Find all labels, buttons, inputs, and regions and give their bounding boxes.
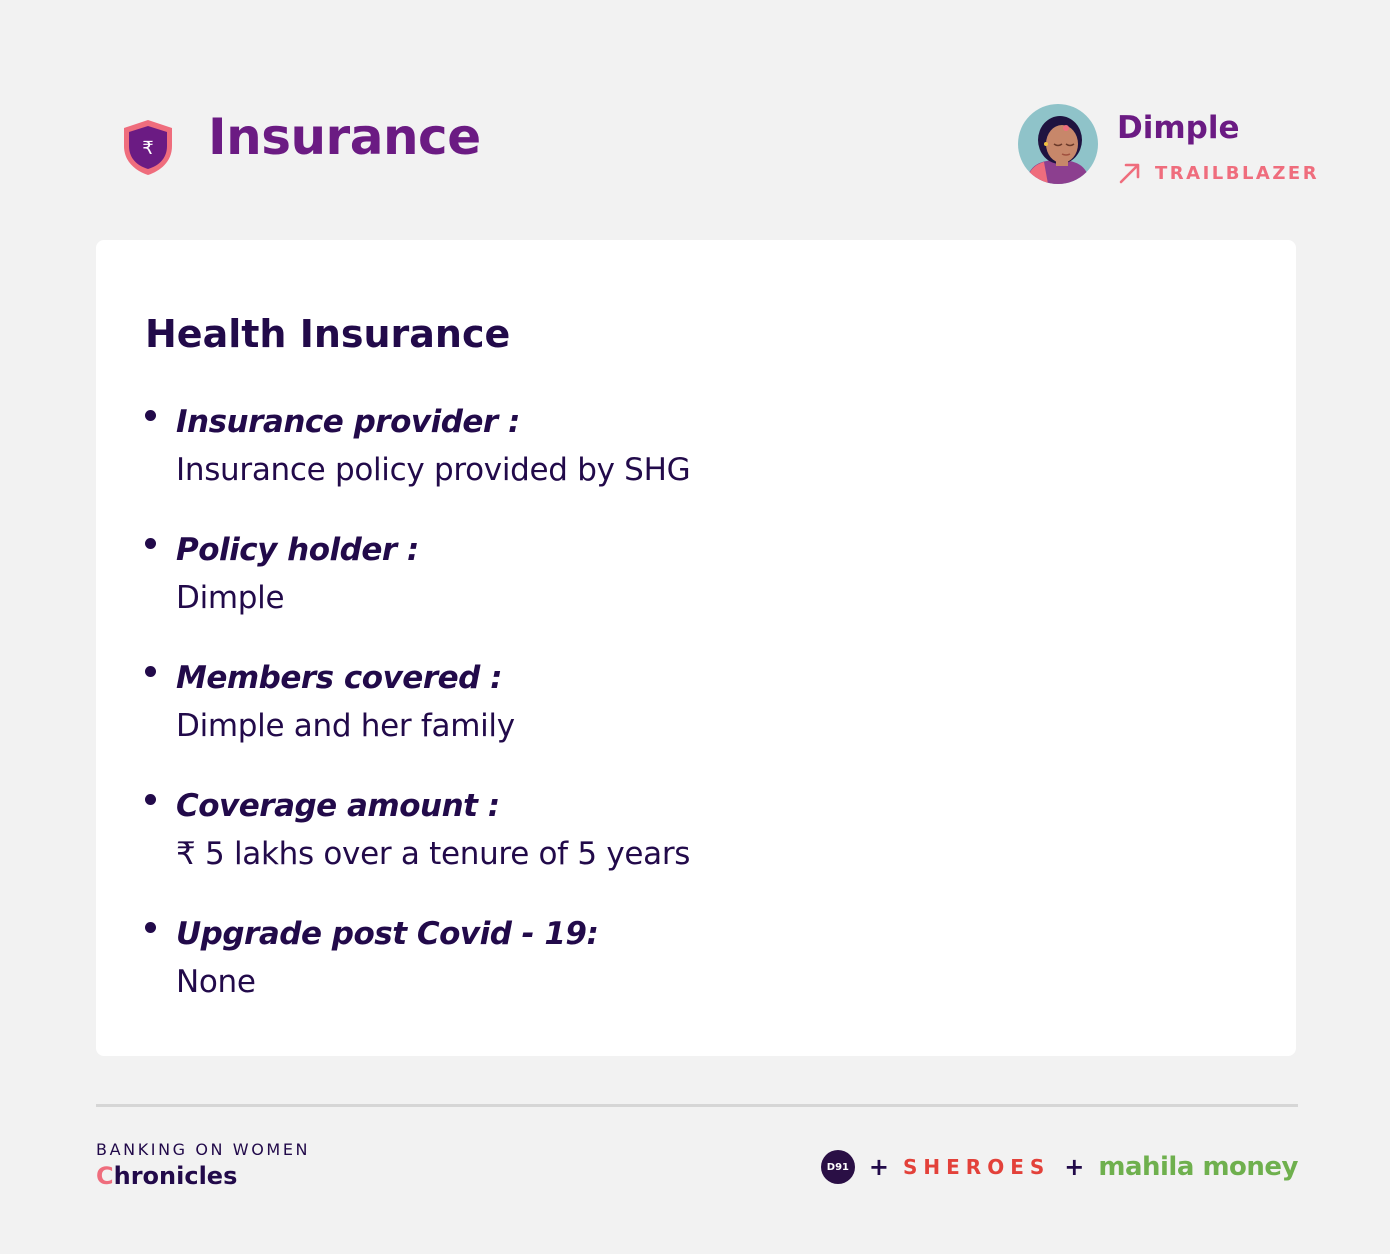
avatar bbox=[1018, 104, 1098, 184]
status-badge bbox=[1117, 160, 1319, 186]
list-item bbox=[145, 782, 690, 878]
plus-separator: + bbox=[1064, 1153, 1085, 1181]
d91-logo bbox=[821, 1150, 855, 1184]
list-item bbox=[145, 654, 690, 750]
bullet-icon bbox=[145, 794, 156, 805]
item-value: Insurance policy provided by SHG bbox=[176, 452, 691, 488]
sheroes-logo: SHEROES bbox=[902, 1155, 1051, 1179]
list-item bbox=[145, 526, 690, 622]
plus-separator: + bbox=[868, 1153, 889, 1181]
item-label: Policy holder : bbox=[176, 532, 419, 568]
item-value: Dimple bbox=[176, 580, 285, 616]
item-label: Members covered : bbox=[176, 660, 503, 696]
bullet-icon bbox=[145, 922, 156, 933]
item-value: ₹ 5 lakhs over a tenure of 5 years bbox=[176, 836, 691, 872]
badge-label: TRAILBLAZER bbox=[1155, 162, 1320, 184]
card-title: Health Insurance bbox=[145, 312, 511, 356]
partner-logos bbox=[821, 1150, 1298, 1184]
item-label: Coverage amount : bbox=[176, 788, 500, 824]
bullet-icon bbox=[145, 538, 156, 549]
brand-name-rest: hronicles bbox=[113, 1162, 238, 1190]
page-title: Insurance bbox=[208, 108, 481, 166]
arrow-up-right-icon bbox=[1117, 160, 1143, 186]
item-label: Insurance provider : bbox=[176, 404, 520, 440]
brand-name bbox=[96, 1162, 237, 1190]
item-value: Dimple and her family bbox=[176, 708, 515, 744]
mahila-money-logo: mahila money bbox=[1098, 1152, 1298, 1182]
list-item bbox=[145, 398, 690, 494]
brand-tagline: BANKING ON WOMEN bbox=[96, 1140, 311, 1159]
d91-logo-text: D91 bbox=[826, 1161, 849, 1173]
bullet-icon bbox=[145, 666, 156, 677]
item-value: None bbox=[176, 964, 256, 1000]
rupee-symbol: ₹ bbox=[142, 138, 154, 159]
shield-rupee-icon bbox=[120, 118, 176, 176]
insurance-details-list bbox=[145, 398, 690, 1038]
footer-divider bbox=[96, 1104, 1298, 1107]
bullet-icon bbox=[145, 410, 156, 421]
insurance-card bbox=[96, 240, 1296, 1056]
user-name: Dimple bbox=[1117, 110, 1240, 146]
list-item bbox=[145, 910, 690, 1006]
brand-name-initial: C bbox=[96, 1162, 114, 1190]
item-label: Upgrade post Covid - 19: bbox=[176, 916, 599, 952]
